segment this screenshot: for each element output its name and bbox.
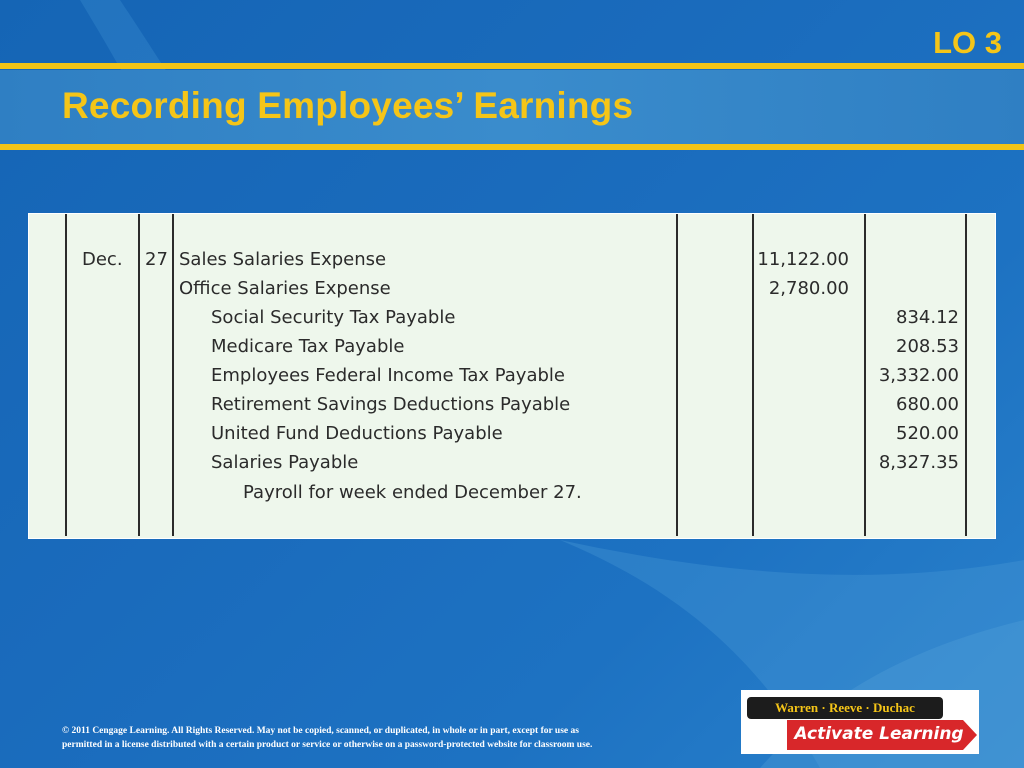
account-name: Employees Federal Income Tax Payable xyxy=(211,365,565,386)
journal-row xyxy=(29,478,995,507)
learning-objective-label: LO 3 xyxy=(933,25,1002,60)
credit-amount: 3,332.00 xyxy=(878,365,959,386)
entry-explanation: Payroll for week ended December 27. xyxy=(243,482,582,503)
credit-amount: 834.12 xyxy=(896,307,959,328)
copyright-line: permitted in a license distributed with a certain product or service or otherwise on a password-protected website for classroom use. xyxy=(62,740,593,750)
credit-amount: 680.00 xyxy=(896,394,959,415)
debit-amount: 11,122.00 xyxy=(757,249,849,270)
account-name: Sales Salaries Expense xyxy=(179,249,387,270)
page-title: Recording Employees’ Earnings xyxy=(62,85,634,126)
credit-amount: 520.00 xyxy=(896,423,959,444)
debit-amount: 2,780.00 xyxy=(768,278,849,299)
credit-amount: 8,327.35 xyxy=(878,452,959,473)
journal-row xyxy=(29,274,995,303)
journal-row xyxy=(29,448,995,477)
logo-authors: Warren · Reeve · Duchac xyxy=(747,697,943,719)
journal-entry xyxy=(28,213,996,539)
header-rule-top xyxy=(0,63,1024,69)
publisher-logo xyxy=(741,690,979,754)
account-name: United Fund Deductions Payable xyxy=(211,423,503,444)
copyright-line: © 2011 Cengage Learning. All Rights Reserved. May not be copied, scanned, or duplicated, in whole or in part, except for use as xyxy=(62,726,579,736)
logo-tagline: Activate Learning xyxy=(794,724,964,744)
journal-row xyxy=(29,332,995,361)
account-name: Social Security Tax Payable xyxy=(211,307,456,328)
journal-row xyxy=(29,390,995,419)
journal-row xyxy=(29,303,995,332)
account-name: Salaries Payable xyxy=(211,452,359,473)
credit-amount: 208.53 xyxy=(896,336,959,357)
account-name: Office Salaries Expense xyxy=(179,278,391,299)
account-name: Retirement Savings Deductions Payable xyxy=(211,394,571,415)
header-rule-bottom xyxy=(0,144,1024,150)
account-name: Medicare Tax Payable xyxy=(211,336,405,357)
copyright-notice xyxy=(62,724,722,752)
journal-row xyxy=(29,361,995,390)
journal-row xyxy=(29,245,995,274)
entry-day: 27 xyxy=(145,249,168,270)
journal-row xyxy=(29,419,995,448)
entry-month: Dec. xyxy=(82,249,123,270)
